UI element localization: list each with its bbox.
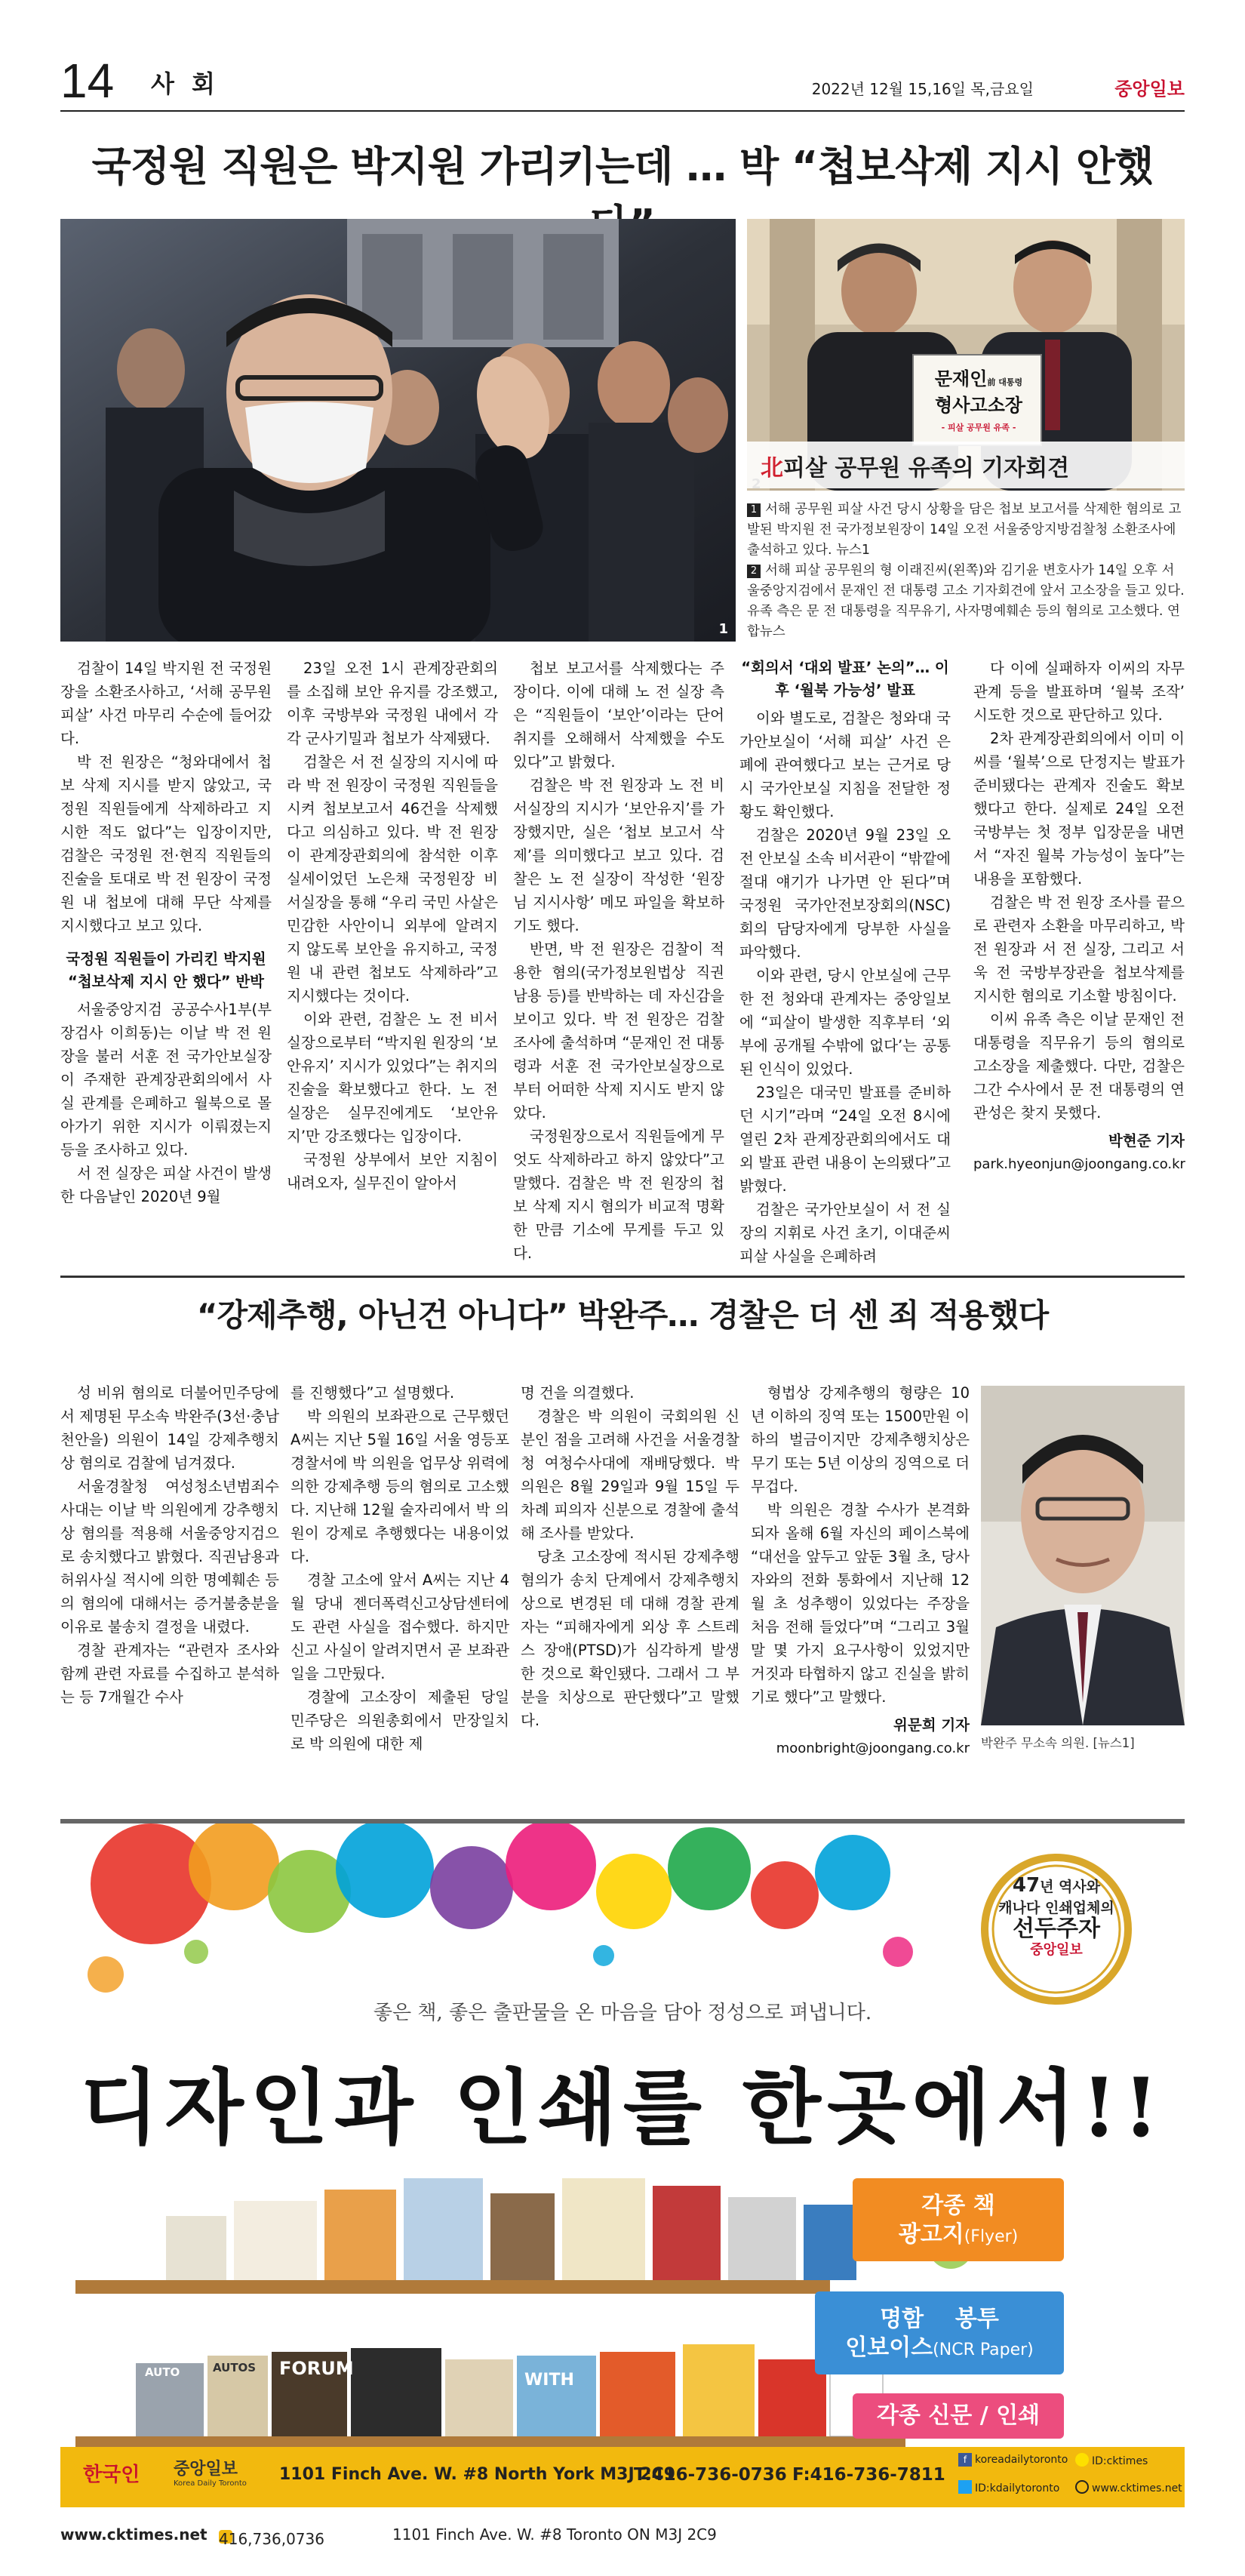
twitter-icon xyxy=(958,2480,972,2494)
page-number: 14 xyxy=(60,54,115,108)
paragraph: 경찰 관계자는 “관련자 조사와 함께 관련 자료를 수집하고 분석하는 등 7개월간 수사 xyxy=(60,1642,279,1706)
globe-icon xyxy=(1075,2480,1089,2494)
article2-email: moonbright@joongang.co.kr xyxy=(776,1740,970,1756)
service-box-newspapers: 각종 신문 / 인쇄 xyxy=(876,2402,1041,2429)
paragraph: 경찰은 박 의원이 국회의원 신분인 점을 고려해 사건을 서울경찰청 여청수사대에 재배당했다. 박 의원은 8월 29일과 9월 15일 두 차례 피의자 신분으로 경찰에 출석해 조사를 받았다. xyxy=(521,1408,739,1542)
paragraph: 를 진행했다”고 설명했다. xyxy=(290,1384,455,1402)
sign-line2: 형사고소장 xyxy=(935,395,1022,416)
footer-address: 1101 Finch Ave. W. #8 Toronto ON M3J 2C9 xyxy=(392,2525,717,2544)
logo-hankookin: 한국인 xyxy=(83,2464,140,2486)
paragraph: 다 이에 실패하자 이씨의 자무 관계 등을 발표하며 ‘월북 조작’ 시도한 것으로 판단하고 있다. xyxy=(973,660,1185,724)
paragraph: 당초 고소장에 적시된 강제추행 혐의가 송치 단계에서 강제추행치상으로 변경된 데 대해 경찰 관계자는 “피해자에게 외상 후 스트레스 장애(PTSD)가 심각하게 발생한 것으로 확인됐다. 그래서 그 부분을 치상으로 판단했다”고 말했다. xyxy=(521,1548,739,1729)
article2-photo-caption: 박완주 무소속 의원. [뉴스1] xyxy=(981,1736,1135,1750)
ad-tagline: 좋은 책, 좋은 출판물을 온 마음을 담아 정성으로 펴냅니다. xyxy=(373,2002,872,2024)
logo-joongang xyxy=(174,2456,247,2488)
article1-column-5 xyxy=(973,657,1185,1176)
page-header xyxy=(60,54,1185,112)
photo-captions xyxy=(747,500,1185,642)
article1-headline: 국정원 직원은 박지원 가리키는데 … 박 “첩보삭제 지시 안했 xyxy=(91,143,1154,190)
paragraph: 검찰은 국가안보실이 서 전 실장의 지휘로 사건 초기, 이대준씨 피살 사실을 은폐하려 xyxy=(739,1201,951,1265)
logo-joongang-sub: Korea Daily Toronto xyxy=(174,2479,247,2488)
sign-text xyxy=(922,364,1035,433)
paragraph: 2차 관계장관회의에서 이미 이씨를 ‘월북’으로 단정지는 발표가 준비됐다는 관계자 진술도 확보했다고 한다. 실제로 24일 오전 국방부는 첫 정부 입장문을 내면서 “자진 월북 가능성이 높다”는 내용을 포함했다. xyxy=(973,730,1185,888)
paragraph: 이와 관련, 검찰은 노 전 비서실장으로부터 “박지원 원장의 ‘보안유지’ 지시가 있었다”는 취지의 진술을 확보했다고 한다. 노 전 실장은 실무진에게도 ‘보안유지’만 강조했다는 입장이다. xyxy=(287,1011,498,1145)
shelf-book-label: FORUM xyxy=(279,2358,354,2379)
social-website: www.cktimes.net xyxy=(1075,2480,1182,2494)
article-divider xyxy=(60,1276,1185,1278)
paragraph: 이와 별도로, 검찰은 청와대 국가안보실이 ‘서해 피살’ 사건 은폐에 관여했다고 보는 근거로 당시 국가안보실 지침을 전달한 정황도 확인했다. xyxy=(739,709,951,820)
ad-address: 1101 Finch Ave. W. #8 North York M3J 2C9 xyxy=(279,2465,676,2484)
article2-column-1 xyxy=(60,1381,279,1709)
badge-line2: 캐나다 인쇄업체의 xyxy=(998,1900,1114,1916)
service-books-small: (Flyer) xyxy=(964,2227,1019,2246)
facebook-icon: f xyxy=(958,2453,972,2467)
article2-column-2 xyxy=(290,1381,509,1756)
badge-year: 47 xyxy=(1012,1874,1041,1897)
service-cards-small: (NCR Paper) xyxy=(933,2341,1034,2359)
service-books-line2: 광고지 xyxy=(898,2221,964,2248)
shelf-book-label: AUTOS xyxy=(213,2361,257,2374)
paragraph: 검찰은 서 전 실장의 지시에 따라 박 전 원장이 국정원 직원들을 시켜 첩보보고서 46건을 삭제했다고 의심하고 있다. 박 전 원장이 관계장관회의에 참석한 이후 실세이었던 노은채 국정원장 비서실장을 통해 “우리 국민 사살은 민감한 사안이니 외부에 알려지지 않도록 보안을 유지하고, 국정원 내 관련 첩보도 삭제하라”고 지시했다는 것이다. xyxy=(287,753,498,1005)
kakao-icon xyxy=(1075,2453,1089,2467)
paragraph: 경찰 고소에 앞서 A씨는 지난 4월 당내 젠더폭력신고상담센터에도 관련 사실을 접수했다. 하지만 신고 사실이 알려지면서 곧 보좌관 일을 그만뒀다. xyxy=(290,1571,509,1682)
paragraph: 국정원장으로서 직원들에게 무엇도 삭제하라고 하지 않았다”고 말했다. 검찰은 박 전 원장의 첩보 삭제 지시 혐의가 비교적 명확한 만큼 기소에 무게를 두고 있다. xyxy=(513,1128,724,1262)
issue-date: 2022년 12월 15,16일 목,금요일 xyxy=(811,80,1034,98)
paragraph: 박 의원의 보좌관으로 근무했던 A씨는 지난 5월 16일 서울 영등포경찰서에 박 의원을 업무상 위력에 의한 강제추행 등의 혐의로 고소했다. 지난해 12월 술자리에서 박 의원이 강제로 추행했다는 내용이었다. xyxy=(290,1408,509,1565)
ad-fax: F:416-736-7811 xyxy=(792,2465,945,2485)
caption-number-2: 2 xyxy=(747,565,761,578)
print-advertisement xyxy=(60,1819,1185,2510)
shelf-book-label: WITH xyxy=(524,2371,574,2390)
ad-badge xyxy=(981,1875,1132,1961)
article1-byline: 박현준 기자 xyxy=(1108,1132,1185,1150)
shelf-book-label: AUTO xyxy=(145,2365,180,2379)
article1-column-2 xyxy=(287,657,498,1195)
paragraph: 검찰은 박 전 원장과 노 전 비서실장의 지시가 ‘보안유지’를 가장했지만, 실은 ‘첩보 보고서 삭제’를 의미했다고 보고 있다. 검찰은 노 전 실장이 작성한 ‘원장님 지시사항’ 메모 파일을 확보하기도 했다. xyxy=(513,777,724,934)
paragraph: 서울중앙지검 공공수사1부(부장검사 이희동)는 이날 박 전 원장을 불러 서훈 전 국가안보실장이 주재한 관계장관회의에서 사실 관계를 은폐하고 월북으로 몰아가기 위한 지시가 이뤄졌는지 등을 조사하고 있다. xyxy=(60,1001,272,1159)
paragraph: 서 전 실장은 피살 사건이 발생한 다음날인 2020년 9월 xyxy=(60,1165,272,1205)
paragraph: 이와 관련, 당시 안보실에 근무한 전 청와대 관계자는 중앙일보에 “피살이 발생한 직후부터 ‘외부에 공개될 수밖에 없다’는 공통된 인식이 있었다. xyxy=(739,967,951,1078)
paragraph: 이씨 유족 측은 이날 문재인 전 대통령을 직무유기 등의 혐의로 고소장을 제출했다. 다만, 검찰은 그간 수사에서 문 전 대통령의 연관성은 찾지 못했다. xyxy=(973,1011,1185,1122)
photo-park-wanju xyxy=(981,1386,1185,1725)
article1-column-4 xyxy=(739,657,951,1268)
article1-column-3 xyxy=(513,657,724,1265)
ad-footer-bar xyxy=(60,2447,1185,2507)
subheading: 국정원 직원들이 가리킨 박지원 “첩보삭제 지시 안 했다” 반박 xyxy=(66,950,266,990)
badge-line3: 선두주자 xyxy=(1013,1916,1100,1942)
social-twitter: ID:kdailytoronto xyxy=(958,2480,1059,2494)
service-box-books xyxy=(853,2192,1064,2251)
caption-1: 서해 공무원 피살 사건 당시 상황을 담은 첩보 보고서를 삭제한 혐의로 고발된 박지원 전 국가정보원장이 14일 오전 서울중앙지방검찰청 소환조사에 출석하고 있다. 뉴스1 xyxy=(747,502,1182,558)
paragraph: 첩보 보고서를 삭제했다는 주장이다. 이에 대해 노 전 실장 측은 “직원들이 ‘보안’이라는 단어 취지를 오해해서 삭제했을 수도 있다”고 밝혔다. xyxy=(513,660,724,771)
sign-line3: - 피살 공무원 유족 - xyxy=(941,423,1016,432)
paragraph: 23일 오전 1시 관계장관회의를 소집해 보안 유지를 강조했고, 이후 국방부와 국정원 내에서 각각 군사기밀과 첩보가 삭제됐다. xyxy=(287,660,498,747)
ad-title: 디자인과 인쇄를 한곳에서!! xyxy=(80,2060,1165,2156)
paragraph: 국정원 상부에서 보안 지침이 내려오자, 실무진이 알아서 xyxy=(287,1151,498,1192)
paragraph: 성 비위 혐의로 더불어민주당에서 제명된 무소속 박완주(3선·충남 천안을) 의원이 14일 강제추행치상 혐의로 검찰에 넘겨졌다. xyxy=(60,1384,279,1472)
service-books-line1: 각종 책 xyxy=(921,2193,995,2219)
photo2-title-red: 北 xyxy=(761,455,783,482)
sign-small: 前 대통령 xyxy=(987,377,1023,387)
photo1-number: 1 xyxy=(718,621,728,637)
article2-column-4 xyxy=(751,1381,970,1760)
page-footer: www.cktimes.net 416,736,0736 1101 Finch Ave. W. #8 Toronto ON M3J 2C9 xyxy=(60,2525,717,2548)
subheading: “회의서 ‘대외 발표’ 논의”… 이후 ‘월북 가능성’ 발표 xyxy=(741,659,949,699)
paragraph: 경찰에 고소장이 제출된 당일 민주당은 의원총회에서 만장일치로 박 의원에 대한 제 xyxy=(290,1688,509,1753)
photo-park-jiwon-waving xyxy=(60,219,736,642)
article2-column-3 xyxy=(521,1381,739,1732)
paragraph: 명 건을 의결했다. xyxy=(521,1384,635,1402)
sign-line1: 문재인 xyxy=(934,368,988,389)
article2-photo xyxy=(981,1386,1185,1725)
paragraph: 반면, 박 전 원장은 검찰이 적용한 혐의(국가정보원법상 직권남용 등)를 반박하는 데 자신감을 보이고 있다. 박 전 원장은 검찰 조사에 출석하며 “문재인 전 대통령과 서훈 전 국가안보실장으로부터 어떠한 삭제 지시도 받지 않았다. xyxy=(513,940,724,1122)
logo-joongang-text: 중앙일보 xyxy=(174,2459,238,2479)
paragraph: 박 전 원장은 “청와대에서 첩보 삭제 지시를 받지 않았고, 국정원 직원들에게 삭제하라고 지시한 적도 없다”는 입장이지만, 검찰은 국정원 전·현직 직원들의 진술을 토대로 박 전 원장이 국정원 내 첩보에 대해 무단 삭제를 지시했다고 보고 있다. xyxy=(60,753,272,934)
paragraph: 검찰은 박 전 원장 조사를 끝으로 관련자 소환을 마무리하고, 박 전 원장과 서 전 실장, 그리고 서욱 전 국방부장관을 첩보삭제를 지시한 혐의로 기소할 방침이다. xyxy=(973,894,1185,1005)
social-facebook: f koreadailytoronto xyxy=(958,2453,1068,2467)
ad-telephone: T:416-736-0736 xyxy=(634,2465,787,2485)
service-cards-line1: 명함 봉투 xyxy=(880,2306,999,2332)
article1-photo-main xyxy=(60,219,736,642)
article2-byline: 위문희 기자 xyxy=(893,1716,970,1734)
caption-number-1: 1 xyxy=(747,503,761,517)
section-label: 사 회 xyxy=(151,69,220,98)
caption-2: 서해 피살 공무원의 형 이래진씨(왼쪽)와 김기윤 변호사가 14일 오후 서울중앙지검에서 문재인 전 대통령 고소 기자회견에 앞서 고소장을 들고 있다. 유족 측은 문 전 대통령을 직무유기, 사자명예훼손 등의 혐의로 고소했다. 연합뉴스 xyxy=(747,563,1185,639)
article1-email: park.hyeonjun@joongang.co.kr xyxy=(973,1156,1185,1172)
paragraph: 형법상 강제추행의 형량은 10년 이하의 징역 또는 1500만원 이하의 벌금이지만 강제추행치상은 무기 또는 5년 이상의 징역으로 더 무겁다. xyxy=(751,1384,970,1495)
service-cards-line2: 인보이스 xyxy=(845,2334,933,2361)
article2-headline: “강제추행, 아닌건 아니다” 박완주… 경찰은 더 센 죄 적용했다 xyxy=(196,1297,1049,1334)
service-box-cards xyxy=(815,2305,1064,2365)
photo2-title-bar xyxy=(747,442,1185,488)
photo2-title-text: 피살 공무원 유족의 기자회견 xyxy=(783,455,1070,482)
paragraph: 검찰은 2020년 9월 23일 오전 안보실 소속 비서관이 “밖깥에 절대 얘기가 나가면 안 된다”며 국정원 국가안전보장회의(NSC) 회의 담당자에게 당부한 사실을 파악했다. xyxy=(739,826,951,961)
paragraph: 23일은 대국민 발표를 준비하던 시기”라며 “24일 오전 8시에 열린 2차 관계장관회의에서도 대외 발표 관련 내용이 논의됐다”고 밝혔다. xyxy=(739,1084,951,1195)
paragraph: 박 의원은 경찰 수사가 본격화되자 올해 6월 자신의 페이스북에 “대선을 앞두고 앞둔 3월 초, 당사자와의 전화 통화에서 지난해 12월 초 성추행이 있었다는 주장을 처음 전해 들었다”며 “그리고 3월 말 몇 가지 요구사항이 있었지만 거짓과 타협하지 않고 진실을 밝히기로 했다”고 말했다. xyxy=(751,1501,970,1706)
paragraph: 검찰이 14일 박지원 전 국정원장을 소환조사하고, ‘서해 공무원 피살’ 사건 마무리 수순에 들어갔다. xyxy=(60,660,272,747)
footer-website[interactable]: www.cktimes.net xyxy=(60,2525,208,2544)
badge-line1: 년 역사와 xyxy=(1040,1879,1101,1895)
paragraph: 서울경찰청 여성청소년범죄수사대는 이날 박 의원에게 강추행치상 혐의를 적용해 서울중앙지검으로 송치했다고 밝혔다. 직권남용과 허위사실 적시에 의한 명예훼손 등의 혐의에 대해서는 증거불충분을 이유로 불송치 결정을 내렸다. xyxy=(60,1478,279,1636)
newspaper-brand: 중앙일보 xyxy=(1114,78,1185,100)
article1-column-1 xyxy=(60,657,272,1208)
social-kakao: ID:cktimes xyxy=(1075,2453,1148,2467)
badge-brand: 중앙일보 xyxy=(1030,1942,1083,1958)
